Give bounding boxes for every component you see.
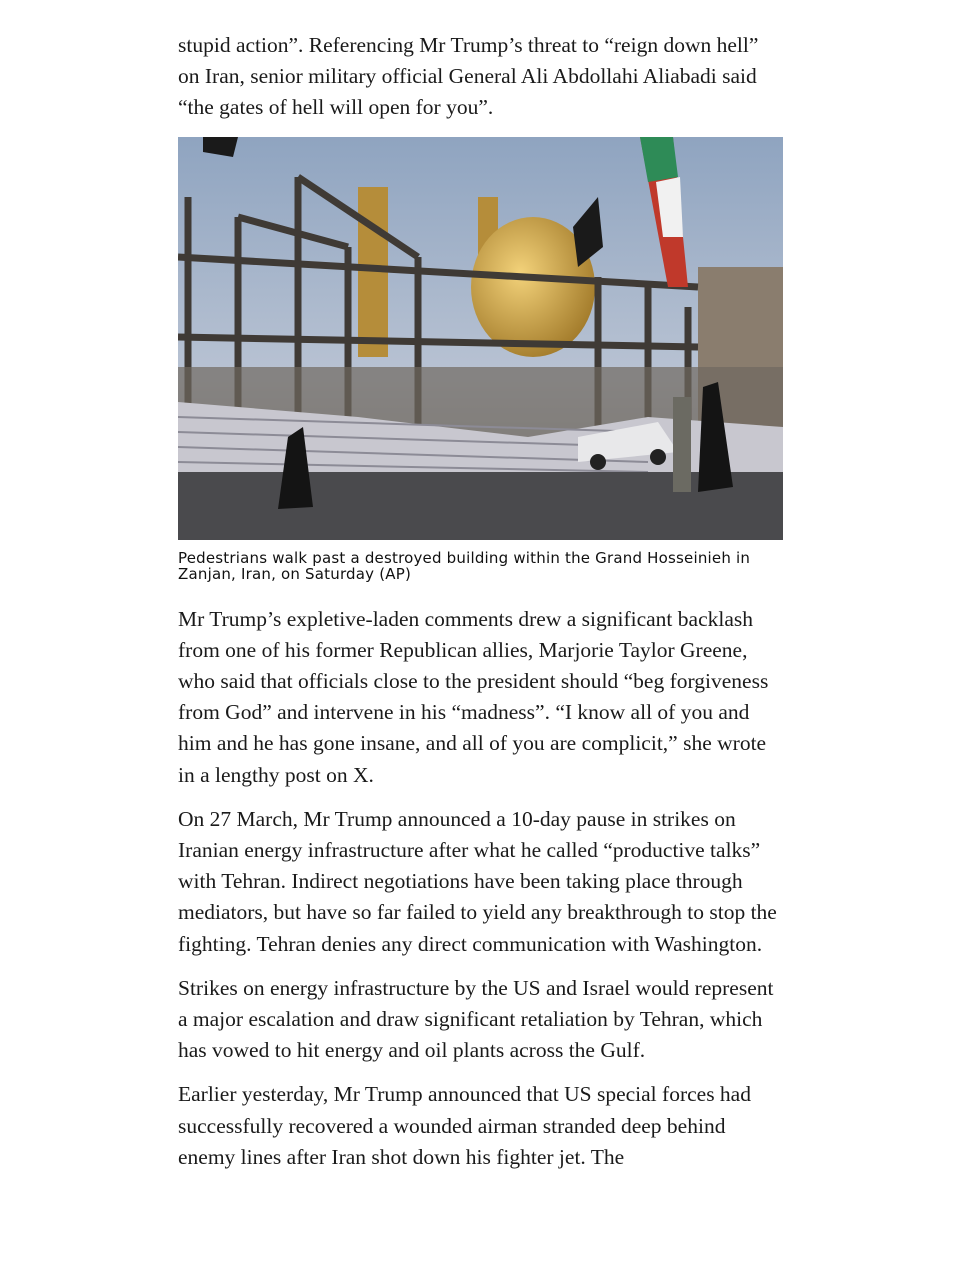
photo-caption: Pedestrians walk past a destroyed building within the Grand Hosseinieh in Zanjan, Iran, on Saturday (AP): [178, 548, 751, 583]
article-paragraph: Mr Trump’s expletive-laden comments drew a significant backlash from one of his former Republican allies, Marjorie Taylor Greene, who said that officials close to the president should “beg forgiveness from God” and intervene in his “madness”. “I know all of you and him and he has gone insane, and all of you are complicit,” she wrote in a lengthy post on X.: [178, 606, 769, 787]
article-paragraph: stupid action”. Referencing Mr Trump’s threat to “reign down hell” on Iran, senior military official General Ali Abdollahi Aliabadi said “the gates of hell will open for you”.: [178, 33, 759, 120]
article-photo: [178, 137, 783, 540]
article-paragraph: Strikes on energy infrastructure by the US and Israel would represent a major escalation and draw significant retaliation by Tehran, which has vowed to hit energy and oil plants across the Gulf.: [178, 975, 774, 1063]
article-paragraph: On 27 March, Mr Trump announced a 10-day pause in strikes on Iranian energy infrastructure after what he called “productive talks” with Tehran. Indirect negotiations have been taking place through mediators, but have so far failed to yield any breakthrough to stop the fighting. Tehran denies any direct communication with Washington.: [178, 806, 777, 956]
article-figure: [178, 137, 784, 582]
article-body: [178, 30, 784, 1186]
article-paragraph: Earlier yesterday, Mr Trump announced that US special forces had successfully recovered a wounded airman stranded deep behind enemy lines after Iran shot down his fighter jet. The: [178, 1082, 751, 1169]
